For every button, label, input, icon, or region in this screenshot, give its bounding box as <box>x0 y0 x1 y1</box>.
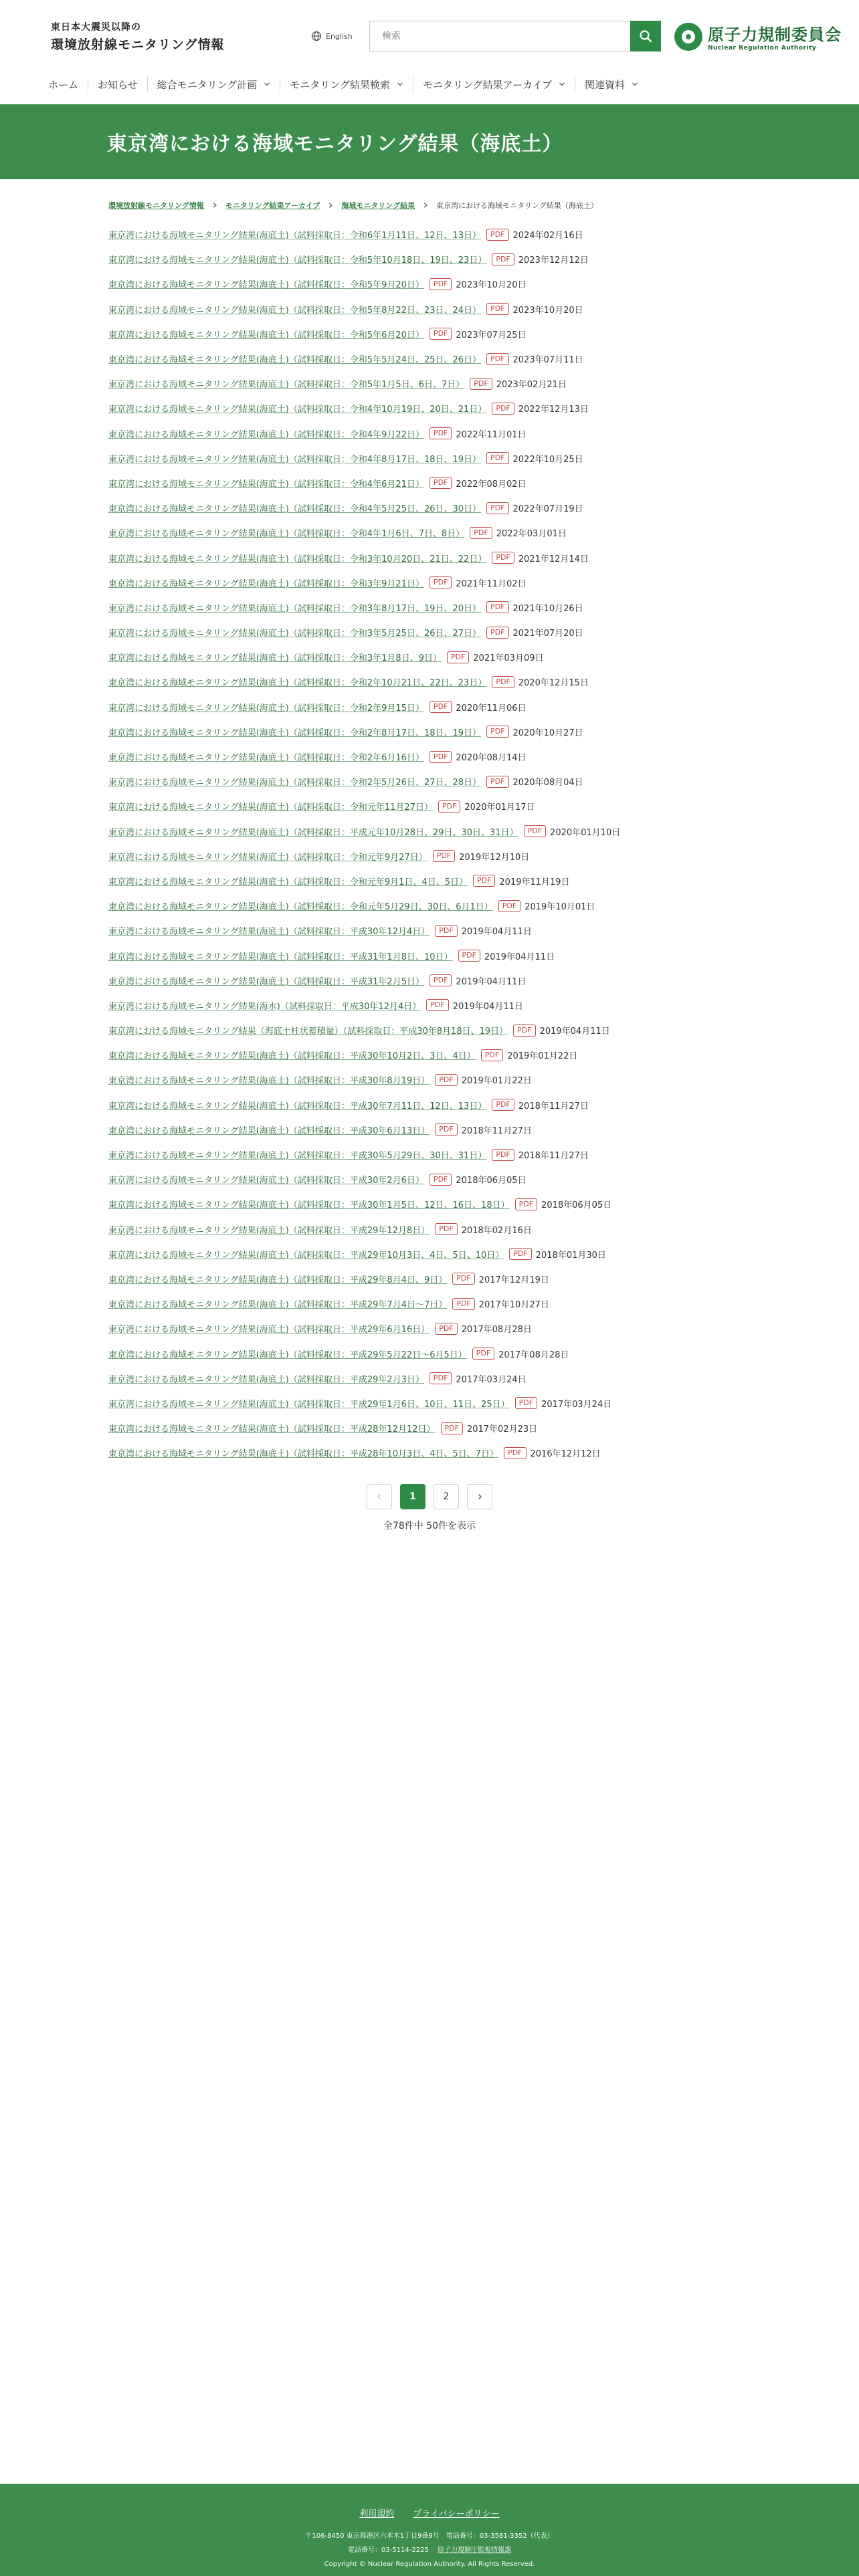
list-item <box>108 570 859 595</box>
result-link[interactable]: 東京湾における海域モニタリング結果(海底土)（試料採取日：平成30年6月13日） <box>108 1125 430 1136</box>
nra-name-jp: 原子力規制委員会 <box>708 25 842 44</box>
pdf-badge: PDF <box>504 1447 526 1459</box>
nav-item-label: 関連資料 <box>585 78 626 91</box>
page-title: 東京湾における海域モニタリング結果（海底土） <box>107 132 563 156</box>
pdf-badge: PDF <box>458 950 480 962</box>
result-date: 2018年11月27日 <box>518 1151 589 1162</box>
result-date: 2023年12月12日 <box>518 255 589 266</box>
result-date: 2022年03月01日 <box>496 529 567 540</box>
pdf-badge: PDF <box>492 253 514 265</box>
nra-name-en: Nuclear Regulation Authority <box>708 45 817 51</box>
list-item <box>108 1291 859 1316</box>
nav-item[interactable] <box>48 77 88 92</box>
footer-phone-line <box>0 2544 859 2554</box>
chevron-down-icon <box>264 81 270 88</box>
result-date: 2018年06月05日 <box>541 1200 612 1211</box>
nav-item-label: 総合モニタリング計画 <box>157 78 258 91</box>
title-band <box>0 104 859 179</box>
nav-item-label: ホーム <box>48 78 79 91</box>
result-link[interactable]: 東京湾における海域モニタリング結果(海底土)（試料採取日：令和元年5月29日、30日、6月1日） <box>108 902 493 913</box>
result-link[interactable]: 東京湾における海域モニタリング結果(海底土)（試料採取日：令和2年8月17日、18日、19日） <box>108 728 482 738</box>
list-item <box>108 744 859 769</box>
language-label: English <box>326 31 353 41</box>
result-link[interactable]: 東京湾における海域モニタリング結果(海底土)（試料採取日：令和6年1月11日、12日、13日） <box>108 231 482 241</box>
result-date: 2017年03月24日 <box>456 1374 527 1385</box>
result-link[interactable]: 東京湾における海域モニタリング結果(海底土)（試料採取日：令和4年8月17日、18日、19日） <box>108 454 482 465</box>
pdf-badge: PDF <box>430 328 452 340</box>
list-item <box>108 620 859 645</box>
pdf-badge: PDF <box>470 527 492 539</box>
result-link[interactable]: 東京湾における海域モニタリング結果(海底土)（試料採取日：令和4年10月19日、20日、21日） <box>108 405 487 415</box>
pdf-badge: PDF <box>435 1323 457 1335</box>
pdf-badge: PDF <box>435 1123 457 1136</box>
result-link[interactable]: 東京湾における海域モニタリング結果(海底土)（試料採取日：令和5年6月20日） <box>108 330 424 340</box>
result-date: 2023年07月11日 <box>512 355 583 366</box>
result-date: 2023年02月21日 <box>496 380 567 391</box>
pdf-badge: PDF <box>430 974 452 986</box>
pdf-badge: PDF <box>452 1273 474 1285</box>
pdf-badge: PDF <box>486 627 508 639</box>
pdf-badge: PDF <box>430 751 452 763</box>
result-date: 2018年06月05日 <box>456 1176 527 1186</box>
pdf-badge: PDF <box>430 427 452 439</box>
list-item <box>108 669 859 694</box>
nav-item[interactable] <box>575 77 648 92</box>
pdf-badge: PDF <box>515 1198 537 1210</box>
list-item <box>108 1316 859 1341</box>
result-date: 2020年12月15日 <box>518 678 589 689</box>
pdf-badge: PDF <box>486 452 508 464</box>
list-item <box>108 545 859 570</box>
result-link[interactable]: 東京湾における海域モニタリング結果(海底土)（試料採取日：平成29年1月6日、10日、11日、25日） <box>108 1399 510 1410</box>
nav-item-label: モニタリング結果アーカイブ <box>422 78 553 91</box>
nra-mark-icon <box>674 23 702 51</box>
result-link[interactable]: 東京湾における海域モニタリング結果（海底土柱状蓄積量）（試料採取日：平成30年8月18日、19日） <box>108 1027 508 1037</box>
result-link[interactable]: 東京湾における海域モニタリング結果(海底土)（試料採取日：平成元年10月28日、29日、30日、31日） <box>108 827 518 838</box>
pdf-badge: PDF <box>486 229 508 241</box>
pdf-badge: PDF <box>470 378 492 390</box>
result-link[interactable]: 東京湾における海域モニタリング結果(海底土)（試料採取日：令和4年6月21日） <box>108 479 424 490</box>
list-item <box>108 1067 859 1092</box>
chevron-down-icon <box>559 81 565 88</box>
search-button[interactable] <box>630 21 661 51</box>
nav-item[interactable] <box>88 77 147 92</box>
result-date: 2021年07月20日 <box>512 629 583 639</box>
result-link[interactable]: 東京湾における海域モニタリング結果(海底土)（試料採取日：平成30年5月29日、30日、31日） <box>108 1151 487 1162</box>
result-link[interactable]: 東京湾における海域モニタリング結果(海底土)（試料採取日：令和2年10月21日、22日、23日） <box>108 678 487 689</box>
result-date: 2021年12月14日 <box>518 554 589 564</box>
pdf-badge: PDF <box>452 1298 474 1310</box>
pdf-badge: PDF <box>492 552 514 564</box>
result-link[interactable]: 東京湾における海域モニタリング結果(海底土)（試料採取日：平成29年8月4日、9日） <box>108 1275 448 1285</box>
site-logo[interactable] <box>51 20 225 53</box>
result-date: 2020年10月27日 <box>512 728 583 738</box>
result-link[interactable]: 東京湾における海域モニタリング結果(海底土)（試料採取日：平成29年5月22日〜6月5日） <box>108 1350 467 1360</box>
result-date: 2019年11月19日 <box>499 877 570 887</box>
search-bar <box>369 21 661 51</box>
result-link[interactable]: 東京湾における海域モニタリング結果(海底土)（試料採取日：令和5年5月24日、25日、26日） <box>108 355 482 366</box>
pagination <box>0 1484 859 1509</box>
nav-item-label: モニタリング結果検索 <box>290 78 390 91</box>
list-item <box>108 695 859 720</box>
list-item <box>108 1242 859 1267</box>
nav-item[interactable] <box>413 77 575 92</box>
site-title-line2: 環境放射線モニタリング情報 <box>51 37 225 52</box>
result-link[interactable]: 東京湾における海域モニタリング結果(海底土)（試料採取日：平成29年2月3日） <box>108 1374 424 1385</box>
list-item <box>108 322 859 346</box>
result-date: 2019年04月11日 <box>539 1027 610 1037</box>
pdf-badge: PDF <box>498 900 520 912</box>
globe-icon <box>311 31 322 41</box>
result-link[interactable]: 東京湾における海域モニタリング結果(海底土)（試料採取日：令和3年5月25日、26日、27日） <box>108 629 482 639</box>
result-date: 2018年11月27日 <box>518 1101 589 1111</box>
result-date: 2019年12月10日 <box>459 852 530 863</box>
pdf-badge: PDF <box>441 1422 463 1434</box>
nra-logo[interactable] <box>674 21 842 51</box>
result-date: 2017年10月27日 <box>478 1300 549 1311</box>
result-date: 2016年12月12日 <box>530 1449 601 1460</box>
list-item <box>108 918 859 943</box>
footer-address: 〒106-8450 東京都港区六本木1丁目9番9号 電話番号：03-3581-3352（代表） <box>305 2533 554 2540</box>
breadcrumb-link[interactable]: 海域モニタリング結果 <box>341 201 415 210</box>
result-link[interactable]: 東京湾における海域モニタリング結果(海底土)（試料採取日：平成29年12月8日） <box>108 1225 430 1236</box>
pdf-badge: PDF <box>438 800 460 813</box>
result-date: 2017年03月24日 <box>541 1399 612 1410</box>
pdf-badge: PDF <box>435 1223 457 1235</box>
result-link[interactable]: 東京湾における海域モニタリング結果(海底土)（試料採取日：平成31年2月5日） <box>108 976 424 987</box>
list-item <box>108 1391 859 1416</box>
list-item <box>108 371 859 396</box>
list-item <box>108 1416 859 1440</box>
pdf-badge: PDF <box>492 1099 514 1111</box>
list-item <box>108 943 859 968</box>
list-item <box>108 520 859 545</box>
footer-link-terms[interactable]: 利用規約 <box>359 2509 395 2519</box>
pdf-badge: PDF <box>524 825 546 837</box>
language-switch[interactable] <box>311 31 353 41</box>
result-date: 2019年10月01日 <box>524 902 595 913</box>
result-link[interactable]: 東京湾における海域モニタリング結果(海底土)（試料採取日：令和5年10月18日、19日、23日） <box>108 255 487 266</box>
result-link[interactable]: 東京湾における海域モニタリング結果(海底土)（試料採取日：平成30年1月5日、12日、16日、18日） <box>108 1200 510 1211</box>
result-link[interactable]: 東京湾における海域モニタリング結果(海底土)（試料採取日：令和5年8月22日、23日、24日） <box>108 305 482 316</box>
result-date: 2018年02月16日 <box>461 1225 532 1236</box>
list-item <box>108 1440 859 1465</box>
chevron-right-icon <box>328 203 333 208</box>
footer-links <box>0 2506 859 2519</box>
result-date: 2018年01月30日 <box>535 1250 606 1261</box>
list-item <box>108 396 859 421</box>
pdf-badge: PDF <box>486 726 508 738</box>
pdf-badge: PDF <box>472 1348 494 1360</box>
result-link[interactable]: 東京湾における海域モニタリング結果(海底土)（試料採取日：令和4年5月25日、26日、30日） <box>108 504 482 515</box>
pdf-badge: PDF <box>515 1397 537 1409</box>
list-item <box>108 869 859 893</box>
result-date: 2017年08月28日 <box>461 1325 532 1335</box>
result-date: 2022年11月01日 <box>456 429 527 440</box>
pdf-badge: PDF <box>426 999 448 1011</box>
next-page-button[interactable] <box>467 1484 492 1509</box>
list-item <box>108 1093 859 1117</box>
result-link[interactable]: 東京湾における海域モニタリング結果(海底土)（試料採取日：令和3年1月8日、9日） <box>108 653 442 664</box>
list-item <box>108 471 859 496</box>
footer-phone: 電話番号：03-5114-2225 <box>347 2547 429 2554</box>
breadcrumb <box>0 199 859 211</box>
list-item <box>108 1341 859 1366</box>
result-link[interactable]: 東京湾における海域モニタリング結果(海底土)（試料採取日：令和3年8月17日、19日、20日） <box>108 603 482 614</box>
chevron-left-icon <box>376 1493 383 1500</box>
result-date: 2023年10月20日 <box>456 280 527 291</box>
result-date: 2019年04月11日 <box>484 952 555 962</box>
result-date: 2019年01月22日 <box>507 1051 578 1062</box>
pdf-badge: PDF <box>430 477 452 489</box>
result-date: 2019年01月22日 <box>461 1076 532 1087</box>
list-item <box>108 1267 859 1291</box>
result-date: 2020年11月06日 <box>456 703 527 714</box>
chevron-down-icon <box>397 81 403 88</box>
result-link[interactable]: 東京湾における海域モニタリング結果(海底土)（試料採取日：令和3年9月21日） <box>108 578 424 589</box>
pdf-badge: PDF <box>430 701 452 713</box>
result-date: 2019年04月11日 <box>452 1001 523 1012</box>
site-title-line1: 東日本大震災以降の <box>51 22 141 33</box>
list-item <box>108 272 859 296</box>
chevron-right-icon <box>212 203 217 208</box>
list-item <box>108 1142 859 1167</box>
result-link[interactable]: 東京湾における海域モニタリング結果(海底土)（試料採取日：令和元年9月1日、4日、5日） <box>108 877 468 887</box>
list-item <box>108 247 859 272</box>
chevron-right-icon <box>423 203 428 208</box>
list-item <box>108 645 859 669</box>
pdf-badge: PDF <box>481 1049 503 1061</box>
list-item <box>108 1167 859 1192</box>
result-link[interactable]: 東京湾における海域モニタリング結果(海底土)（試料採取日：令和4年1月6日、7日、8日） <box>108 529 465 540</box>
page-button[interactable]: 2 <box>434 1484 459 1509</box>
chevron-right-icon <box>476 1493 483 1500</box>
breadcrumb-link[interactable]: モニタリング結果アーカイブ <box>225 201 320 210</box>
breadcrumb-current: 東京湾における海域モニタリング結果（海底土） <box>436 201 598 210</box>
list-item <box>108 1217 859 1242</box>
result-date: 2019年04月11日 <box>456 976 527 987</box>
list-item <box>108 346 859 371</box>
result-date: 2017年02月23日 <box>466 1424 538 1435</box>
result-date: 2023年10月20日 <box>512 305 583 316</box>
result-link[interactable]: 東京湾における海域モニタリング結果(海底土)（試料採取日：令和5年1月5日、6日、7日） <box>108 380 465 391</box>
list-item <box>108 844 859 869</box>
site-header <box>0 0 859 64</box>
pdf-badge: PDF <box>509 1248 531 1260</box>
result-link[interactable]: 東京湾における海域モニタリング結果(海底土)（試料採取日：令和3年10月20日、21日、22日） <box>108 554 487 564</box>
result-date: 2018年11月27日 <box>461 1125 532 1136</box>
result-date: 2021年10月26日 <box>512 603 583 614</box>
list-item <box>108 1043 859 1067</box>
list-item <box>108 496 859 520</box>
pdf-badge: PDF <box>486 502 508 514</box>
pdf-badge: PDF <box>435 1074 457 1086</box>
list-item <box>108 893 859 918</box>
breadcrumb-link[interactable]: 環境放射線モニタリング情報 <box>108 201 204 210</box>
list-item <box>108 819 859 844</box>
site-footer <box>0 2484 859 2576</box>
pdf-badge: PDF <box>430 576 452 588</box>
result-link[interactable]: 東京湾における海域モニタリング結果(海底土)（試料採取日：令和2年6月16日） <box>108 753 424 764</box>
result-link[interactable]: 東京湾における海域モニタリング結果(海底土)（試料採取日：平成30年10月2日、3日、4日） <box>108 1051 476 1062</box>
result-date: 2024年02月16日 <box>512 231 583 241</box>
result-date: 2020年01月10日 <box>550 827 621 838</box>
result-date: 2017年08月28日 <box>498 1350 569 1360</box>
list-item <box>108 1018 859 1043</box>
page-button[interactable]: 1 <box>400 1484 425 1509</box>
pdf-badge: PDF <box>433 850 455 862</box>
global-nav <box>0 64 859 104</box>
result-link[interactable]: 東京湾における海域モニタリング結果(海底土)（試料採取日：平成30年12月4日） <box>108 927 430 938</box>
result-date: 2019年04月11日 <box>461 927 532 938</box>
result-date: 2022年07月19日 <box>512 504 583 515</box>
list-item <box>108 993 859 1018</box>
list-item <box>108 297 859 322</box>
result-count: 全78件中 50件を表示 <box>383 1521 476 1532</box>
result-link[interactable]: 東京湾における海域モニタリング結果(海水)（試料採取日：平成30年12月4日） <box>108 1001 421 1012</box>
pdf-badge: PDF <box>492 1149 514 1161</box>
result-link[interactable]: 東京湾における海域モニタリング結果(海底土)（試料採取日：令和元年9月27日） <box>108 852 427 863</box>
result-date: 2017年12月19日 <box>478 1275 549 1285</box>
pdf-badge: PDF <box>492 676 514 688</box>
pdf-badge: PDF <box>492 403 514 415</box>
list-item <box>108 968 859 993</box>
result-link[interactable]: 東京湾における海域モニタリング結果(海底土)（試料採取日：平成29年10月3日、4日、5日、10日） <box>108 1250 504 1261</box>
result-date: 2020年08月04日 <box>512 778 583 788</box>
results-list <box>0 222 859 1465</box>
list-item <box>108 421 859 446</box>
result-link[interactable]: 東京湾における海域モニタリング結果(海底土)（試料採取日：平成29年6月16日） <box>108 1325 430 1335</box>
result-date: 2022年12月13日 <box>518 405 589 415</box>
result-date: 2022年08月02日 <box>456 479 527 490</box>
result-link[interactable]: 東京湾における海域モニタリング結果(海底土)（試料採取日：平成28年12月12日） <box>108 1424 436 1435</box>
nav-item-label: お知らせ <box>98 78 138 91</box>
pdf-badge: PDF <box>430 1372 452 1384</box>
result-link[interactable]: 東京湾における海域モニタリング結果(海底土)（試料採取日：令和2年9月15日） <box>108 703 424 714</box>
result-link[interactable]: 東京湾における海域モニタリング結果(海底土)（試料採取日：令和元年11月27日） <box>108 802 433 813</box>
chevron-down-icon <box>632 81 638 88</box>
result-link[interactable]: 東京湾における海域モニタリング結果(海底土)（試料採取日：令和2年5月26日、27日、28日） <box>108 778 482 788</box>
list-item <box>108 1366 859 1391</box>
nav-item[interactable] <box>280 77 413 92</box>
result-link[interactable]: 東京湾における海域モニタリング結果(海底土)（試料採取日：平成30年2月6日） <box>108 1176 424 1186</box>
result-link[interactable]: 東京湾における海域モニタリング結果(海底土)（試料採取日：平成30年7月11日、12日、13日） <box>108 1101 487 1111</box>
result-date: 2020年08月14日 <box>456 753 527 764</box>
result-date: 2022年10月25日 <box>512 454 583 465</box>
list-item <box>108 446 859 471</box>
list-item <box>108 1117 859 1142</box>
footer-phone-link[interactable]: 原子力規制庁監視情報課 <box>438 2547 512 2554</box>
pdf-badge: PDF <box>430 278 452 290</box>
result-link[interactable]: 東京湾における海域モニタリング結果(海底土)（試料採取日：平成28年10月3日、4日、5日、7日） <box>108 1449 499 1460</box>
result-date: 2023年07月25日 <box>456 330 527 340</box>
result-date: 2021年03月09日 <box>473 653 544 664</box>
list-item <box>108 222 859 247</box>
result-link[interactable]: 東京湾における海域モニタリング結果(海底土)（試料採取日：平成31年1月8日、10日） <box>108 952 453 962</box>
result-link[interactable]: 東京湾における海域モニタリング結果(海底土)（試料採取日：平成30年8月19日） <box>108 1076 430 1087</box>
pdf-badge: PDF <box>447 651 469 663</box>
result-date: 2021年11月02日 <box>456 578 527 589</box>
pdf-badge: PDF <box>513 1025 535 1037</box>
list-item <box>108 1192 859 1216</box>
pdf-badge: PDF <box>430 1174 452 1186</box>
result-link[interactable]: 東京湾における海域モニタリング結果(海底土)（試料採取日：平成29年7月4日〜7日） <box>108 1300 448 1311</box>
result-date: 2020年01月17日 <box>464 802 535 813</box>
nav-item[interactable] <box>147 77 280 92</box>
result-link[interactable]: 東京湾における海域モニタリング結果(海底土)（試料採取日：令和5年9月20日） <box>108 280 424 291</box>
search-icon <box>639 29 652 43</box>
list-item <box>108 720 859 744</box>
pdf-badge: PDF <box>486 601 508 613</box>
prev-page-button[interactable] <box>367 1484 392 1509</box>
list-item <box>108 794 859 819</box>
pdf-badge: PDF <box>486 353 508 365</box>
list-item <box>108 595 859 620</box>
search-input[interactable] <box>369 21 630 51</box>
footer-link-privacy[interactable]: プライバシーポリシー <box>413 2509 500 2519</box>
pdf-badge: PDF <box>435 925 457 937</box>
pdf-badge: PDF <box>473 875 495 887</box>
list-item <box>108 769 859 794</box>
result-link[interactable]: 東京湾における海域モニタリング結果(海底土)（試料採取日：令和4年9月22日） <box>108 429 424 440</box>
copyright: Copyright © Nuclear Regulation Authority. All Rights Reserved. <box>324 2561 535 2568</box>
pdf-badge: PDF <box>486 303 508 315</box>
pdf-badge: PDF <box>486 776 508 788</box>
